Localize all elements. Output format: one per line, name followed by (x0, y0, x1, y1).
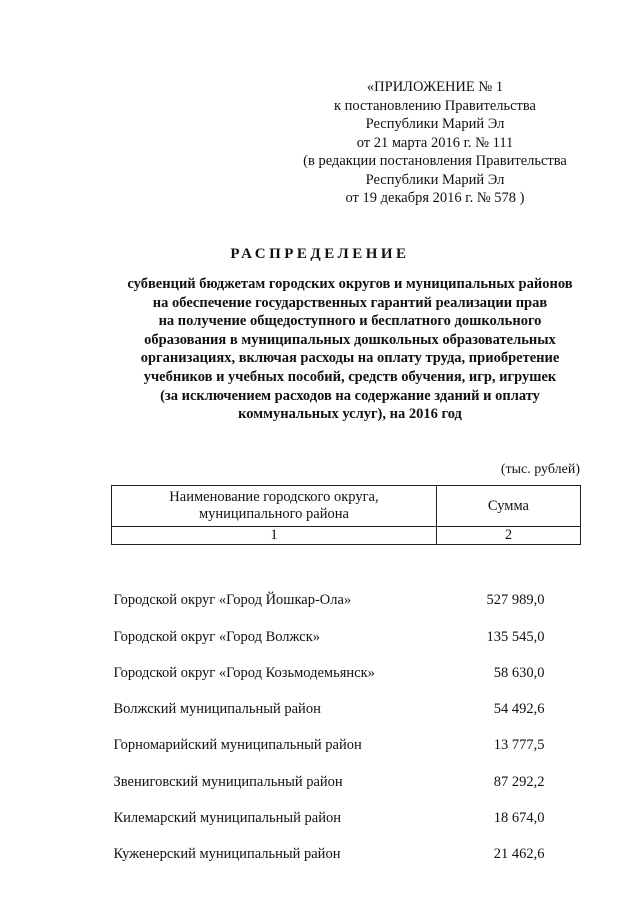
table-row (112, 609, 581, 645)
row-name: Городской округ «Город Волжск» (113, 628, 321, 645)
row-amount: 18 674,0 (493, 810, 545, 827)
row-name: Волжский муниципальный район (113, 701, 321, 718)
appendix-line: (в редакции постановления Правительства (303, 153, 567, 169)
table-row (112, 646, 581, 682)
table-header-row (112, 486, 581, 527)
subtitle-line: на получение общедоступного и бесплатного дошкольного (158, 313, 542, 330)
appendix-block (285, 78, 585, 208)
subtitle-line: (за исключением расходов на содержание зданий и оплату (160, 387, 540, 404)
subtitle-line: учебников и учебных пособий, средств обучения, игр, игрушек (143, 368, 557, 385)
column-number-row (112, 527, 581, 545)
document-title: РАСПРЕДЕЛЕНИЕ (230, 246, 410, 262)
column-number-2: 2 (436, 527, 580, 545)
row-name: Куженерский муниципальный район (113, 846, 341, 863)
table-row (112, 718, 581, 754)
row-amount: 21 462,6 (493, 846, 545, 863)
row-name: Городской округ «Город Йошкар-Ола» (113, 592, 352, 609)
distribution-table (111, 485, 581, 863)
appendix-line: от 19 декабря 2016 г. № 578 ) (345, 190, 525, 206)
appendix-line: Республики Марий Эл (365, 171, 505, 188)
row-amount: 54 492,6 (493, 701, 545, 718)
subtitle-line: организациях, включая расходы на оплату труда, приобретение (140, 350, 560, 367)
row-amount: 13 777,5 (493, 737, 545, 754)
subtitle-line: на обеспечение государственных гарантий реализации прав (152, 294, 548, 311)
row-amount: 58 630,0 (493, 664, 545, 681)
subtitle-line: коммунальных услуг), на 2016 год (238, 406, 462, 423)
units-label: (тыс. рублей) (500, 462, 580, 477)
table-row (112, 827, 581, 863)
header-name-line: муниципального района (198, 506, 349, 522)
header-name-line: Наименование городского округа, (169, 489, 379, 505)
header-sum-cell: Сумма (436, 486, 580, 527)
column-number-1: 1 (112, 527, 437, 545)
document-subtitle (90, 275, 610, 424)
subtitle-line: образования в муниципальных дошкольных образовательных (144, 331, 556, 348)
row-amount: 135 545,0 (486, 628, 545, 645)
table-row (112, 754, 581, 790)
header-name-cell (112, 486, 437, 527)
appendix-line: Республики Марий Эл (365, 116, 505, 132)
appendix-line: от 21 марта 2016 г. № 111 (356, 134, 514, 151)
table-row (112, 682, 581, 718)
table-spacer (112, 545, 581, 574)
row-name: Звениговский муниципальный район (113, 773, 343, 790)
table-row (112, 791, 581, 827)
row-name: Килемарский муниципальный район (113, 810, 341, 827)
appendix-line: к постановлению Правительства (334, 97, 536, 114)
row-amount: 87 292,2 (493, 773, 545, 790)
row-name: Горномарийский муниципальный район (113, 737, 362, 754)
table-row (112, 573, 581, 609)
row-name: Городской округ «Город Козьмодемьянск» (113, 664, 375, 681)
row-amount: 527 989,0 (486, 592, 545, 609)
appendix-heading: «ПРИЛОЖЕНИЕ № 1 (366, 79, 504, 95)
subtitle-line: субвенций бюджетам городских округов и муниципальных районов (127, 276, 573, 292)
